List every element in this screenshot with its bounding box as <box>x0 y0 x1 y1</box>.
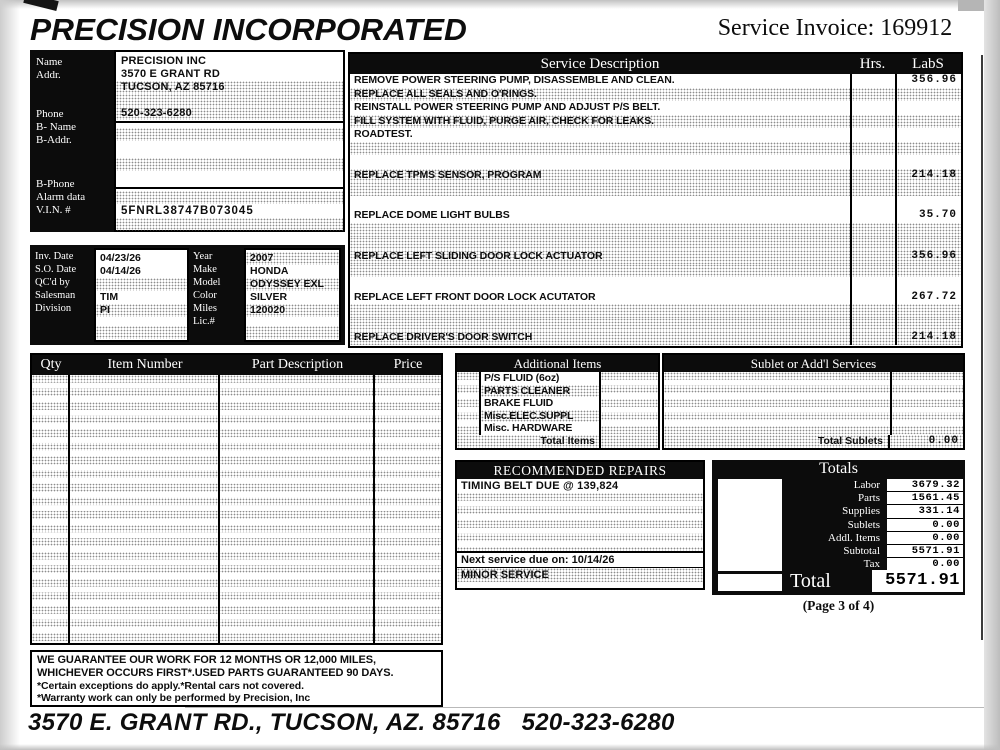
label-salesman: Salesman <box>35 290 76 301</box>
service-table-header <box>350 54 961 74</box>
service-empty-row <box>350 196 961 210</box>
service-labs: 35.70 <box>895 209 961 223</box>
column-divider <box>218 375 220 643</box>
service-row <box>350 169 961 183</box>
service-text: REPLACE ALL SEALS AND O'RINGS. <box>350 88 850 102</box>
scan-edge-left <box>0 0 20 750</box>
label-b-phone: B-Phone <box>36 178 75 190</box>
totals-label: Subtotal <box>843 545 880 557</box>
qcd-by-value <box>96 278 187 291</box>
label-model: Model <box>193 277 221 288</box>
label-alarm-data: Alarm data <box>36 191 86 203</box>
customer-empty-row <box>116 94 343 107</box>
totals-value: 0.00 <box>887 532 963 545</box>
totals-row <box>782 492 963 505</box>
label-b-name: B- Name <box>36 121 77 133</box>
column-divider <box>68 375 70 643</box>
make-value: HONDA <box>250 265 289 277</box>
model-value: ODYSSEY EXL <box>246 278 339 291</box>
scan-edge-bottom <box>0 744 1000 750</box>
header-item-number: Item Number <box>107 357 183 372</box>
customer-vin-value: 5FNRL38747B073045 <box>121 205 254 217</box>
customer-alarm-value <box>116 191 343 204</box>
totals-row <box>782 479 963 492</box>
service-row <box>350 74 961 88</box>
service-text: REPLACE DRIVER'S DOOR SWITCH <box>350 331 850 345</box>
totals-row <box>782 545 963 558</box>
service-row <box>350 250 961 264</box>
totals-row <box>782 519 963 532</box>
totals-title: Totals <box>819 460 858 477</box>
parts-table-body <box>32 375 441 643</box>
header-price: Price <box>393 357 423 372</box>
total-items-label: Total Items <box>457 435 601 448</box>
order-values <box>94 248 189 342</box>
label-addr: Addr. <box>36 69 61 81</box>
totals-label: Labor <box>853 479 880 491</box>
service-text: FILL SYSTEM WITH FLUID, PURGE AIR, CHECK FOR LEAKS. <box>350 115 850 129</box>
additional-item: PARTS CLEANER <box>481 385 599 398</box>
grand-total-value: 5571.91 <box>872 570 963 592</box>
guarantee-line: *Warranty work can only be performed by Precision, Inc <box>37 692 311 705</box>
label-vin: V.I.N. # <box>36 204 71 216</box>
totals-row <box>782 532 963 545</box>
service-labs: 356.96 <box>895 74 961 88</box>
recommended-repairs-title: RECOMMENDED REPAIRS <box>457 462 703 479</box>
page-indicator: (Page 3 of 4) <box>802 598 875 613</box>
service-labs: 214.18 <box>895 331 961 345</box>
service-empty-row <box>350 277 961 291</box>
service-empty-row <box>350 318 961 332</box>
service-labs: 214.18 <box>895 169 961 183</box>
additional-item: P/S FLUID (6oz) <box>484 372 560 384</box>
guarantee-line: *Certain exceptions do apply.*Rental cars not covered. <box>37 679 304 692</box>
sublet-title: Sublet or Add'l Services <box>664 355 963 372</box>
additional-items-box <box>455 353 660 450</box>
invoice-number-title: Service Invoice: 169912 <box>717 15 953 41</box>
service-text: ROADTEST. <box>354 128 413 141</box>
service-labs: 267.72 <box>895 291 961 305</box>
recommended-repair-item: TIMING BELT DUE @ 139,824 <box>461 480 619 492</box>
additional-items-qty-col <box>457 372 479 435</box>
service-row <box>350 291 961 305</box>
total-sublets-label: Total Sublets <box>664 435 890 448</box>
label-phone: Phone <box>36 108 64 120</box>
totals-value: 3679.32 <box>887 479 963 492</box>
guarantee-box <box>30 650 443 707</box>
totals-label: Tax <box>863 558 880 571</box>
scan-edge-right <box>984 0 1000 750</box>
total-items-value <box>601 435 658 448</box>
customer-info-box <box>30 50 345 232</box>
miles-value: 120020 <box>246 304 339 317</box>
customer-values <box>114 50 345 232</box>
divider <box>116 121 343 123</box>
service-empty-row <box>350 155 961 169</box>
totals-value: 1561.45 <box>887 492 963 505</box>
service-row <box>350 115 961 129</box>
customer-phone-value: 520-323-6280 <box>116 107 343 120</box>
division-value: PI <box>96 304 187 317</box>
label-name: Name <box>36 56 63 68</box>
service-text: REPLACE TPMS SENSOR, PROGRAM <box>350 169 850 183</box>
service-row <box>350 101 961 115</box>
totals-label: Sublets <box>847 518 880 531</box>
order-vehicle-box <box>30 245 345 345</box>
service-empty-row <box>350 182 961 196</box>
totals-row <box>782 505 963 518</box>
grand-total-label: Total <box>790 570 831 592</box>
parts-table <box>30 353 443 645</box>
service-text: REMOVE POWER STEERING PUMP, DISASSEMBLE AND CLEAN. <box>354 74 675 86</box>
customer-empty-row <box>116 158 343 171</box>
customer-empty-row <box>116 218 343 231</box>
guarantee-line: WHICHEVER OCCURS FIRST*.USED PARTS GUARANTEED 90 DAYS. <box>37 666 394 679</box>
label-lic: Lic.# <box>193 316 215 327</box>
service-empty-row <box>350 142 961 156</box>
footer-address: 3570 E. GRANT RD., TUCSON, AZ. 85716 520-323-6280 <box>28 709 675 736</box>
divider <box>116 187 343 189</box>
service-text: REPLACE LEFT SLIDING DOOR LOCK ACTUATOR <box>350 250 850 264</box>
label-color: Color <box>193 290 217 301</box>
totals-value: 0.00 <box>887 519 963 532</box>
service-description-table <box>348 52 963 348</box>
label-qcd-by: QC'd by <box>35 277 70 288</box>
next-service-type: MINOR SERVICE <box>457 568 703 582</box>
service-text: REINSTALL POWER STEERING PUMP AND ADJUST P/S BELT. <box>354 101 661 114</box>
service-row <box>350 209 961 223</box>
customer-name-value: PRECISION INC <box>121 55 207 67</box>
vehicle-values <box>244 248 341 342</box>
additional-items-amount-col <box>601 372 658 435</box>
totals-label: Addl. Items <box>828 531 880 544</box>
totals-value: 0.00 <box>887 558 963 571</box>
scan-edge-right-line <box>981 55 983 640</box>
header-hrs: Hrs. <box>859 56 886 72</box>
guarantee-line: WE GUARANTEE OUR WORK FOR 12 MONTHS OR 12,000 MILES, <box>37 654 376 666</box>
header-service-description: Service Description <box>540 56 660 72</box>
totals-label: Supplies <box>842 505 880 518</box>
year-value: 2007 <box>246 252 339 265</box>
total-sublets-value: 0.00 <box>890 435 963 448</box>
column-divider <box>890 372 892 435</box>
scan-line-artifact <box>185 707 985 708</box>
totals-bottom-empty-box <box>718 574 782 591</box>
totals-left-empty-box <box>718 479 782 571</box>
service-empty-row <box>350 264 961 278</box>
service-row <box>350 128 961 142</box>
sublet-total-row <box>664 435 963 448</box>
service-labs: 356.96 <box>895 250 961 264</box>
order-empty-row <box>96 326 187 339</box>
additional-items-title: Additional Items <box>457 355 658 372</box>
customer-b-name-value <box>116 128 343 141</box>
label-miles: Miles <box>193 303 217 314</box>
label-so-date: S.O. Date <box>35 264 77 275</box>
header-labs: LabS <box>912 56 944 72</box>
service-row <box>350 88 961 102</box>
color-value: SILVER <box>250 291 288 303</box>
service-text: REPLACE DOME LIGHT BULBS <box>354 209 510 222</box>
totals-label: Parts <box>858 492 880 505</box>
totals-value: 331.14 <box>887 505 963 518</box>
sublet-box <box>662 353 965 450</box>
scan-corner-gray <box>958 0 984 11</box>
parts-table-header <box>32 355 441 375</box>
label-b-addr: B-Addr. <box>36 134 72 146</box>
service-row <box>350 331 961 345</box>
additional-items-list <box>479 372 601 435</box>
recommended-repairs-empty-area <box>457 493 703 551</box>
header-part-description: Part Description <box>251 357 344 372</box>
header-qty: Qty <box>40 357 62 372</box>
company-name: PRECISION INCORPORATED <box>30 12 467 47</box>
label-inv-date: Inv. Date <box>35 251 74 262</box>
customer-addr2-value: TUCSON, AZ 85716 <box>116 81 343 94</box>
additional-item: Misc.ELEC.SUPPL <box>481 410 599 423</box>
sublet-body <box>664 372 963 435</box>
totals-box <box>712 460 965 595</box>
recommended-repairs-box <box>455 460 705 590</box>
additional-items-body <box>457 372 658 435</box>
salesman-value: TIM <box>100 291 119 303</box>
service-text: REPLACE LEFT FRONT DOOR LOCK ACUTATOR <box>354 290 596 303</box>
service-empty-row <box>350 304 961 318</box>
inv-date-value: 04/23/26 <box>100 252 141 264</box>
service-empty-row <box>350 223 961 237</box>
label-make: Make <box>193 264 217 275</box>
label-division: Division <box>35 303 72 314</box>
totals-value: 5571.91 <box>887 545 963 558</box>
customer-addr1-value: 3570 E GRANT RD <box>121 68 220 80</box>
additional-item: Misc. HARDWARE <box>484 422 573 435</box>
column-divider <box>373 375 375 643</box>
label-year: Year <box>193 251 213 262</box>
so-date-value: 04/14/26 <box>100 265 141 277</box>
next-service-due: Next service due on: 10/14/26 <box>457 553 703 568</box>
additional-items-total-row <box>457 435 658 448</box>
customer-b-addr-value <box>116 144 343 157</box>
service-empty-row <box>350 237 961 251</box>
lic-value <box>246 326 339 339</box>
additional-item: BRAKE FLUID <box>484 397 553 410</box>
scan-edge-top <box>0 0 1000 9</box>
